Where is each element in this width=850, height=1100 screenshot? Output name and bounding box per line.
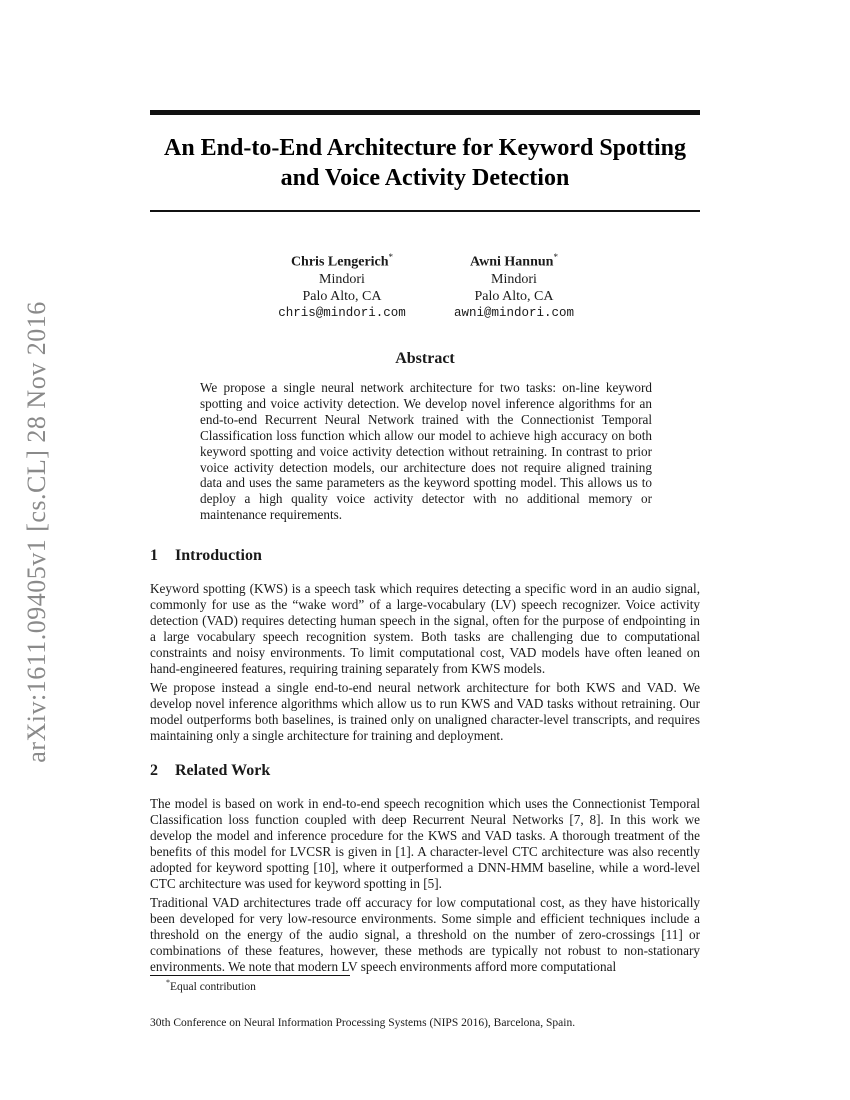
author-name: Awni Hannun*: [470, 252, 558, 270]
section-title: Introduction: [175, 547, 262, 564]
author-location: Palo Alto, CA: [474, 288, 554, 304]
author-email[interactable]: chris@mindori.com: [278, 305, 406, 320]
equal-contribution-mark: *: [553, 252, 558, 262]
abstract-heading: Abstract: [395, 350, 455, 367]
author-block: [414, 249, 614, 322]
footnote: [166, 978, 256, 993]
section-heading-introduction: [150, 547, 262, 565]
equal-contribution-mark: *: [388, 252, 394, 262]
section-title: Related Work: [175, 762, 271, 779]
author-name: Chris Lengerich*: [290, 252, 394, 270]
paper-title: An End-to-End Architecture for Keyword Spotting and Voice Activity Detection: [163, 135, 687, 191]
related-work-paragraph: Traditional VAD architectures trade off accuracy for low computational cost, as they have historically been developed for very low-resource environments. Some simple and efficient techniques include a threshold on the energy of the audio signal, a threshold on the number of zero-crossings [11] or combinations of these features, however, these methods are typically not robust to non-stationary environments. We note that modern LV speech environments afford more computational: [150, 895, 700, 974]
arxiv-identifier-stamp: arXiv:1611.09405v1 [cs.CL] 28 Nov 2016: [22, 301, 51, 763]
title-top-rule: [150, 110, 700, 115]
author-block: [242, 249, 442, 322]
author-affiliation: Mindori: [491, 271, 537, 287]
section-number: 1: [150, 547, 158, 564]
introduction-paragraph: We propose instead a single end-to-end neural network architecture for both KWS and VAD. We develop novel inference algorithms which allow us to run KWS and VAD tasks without retraining. Our model outperforms both baselines, is trained only on unaligned character-level transcripts, and requires maintaining only a single architecture for training and deployment.: [150, 680, 700, 743]
abstract-text: We propose a single neural network architecture for two tasks: on-line keyword spotting and voice activity detection. We develop novel inference algorithms for an end-to-end Recurrent Neural Network trained with the Connectionist Temporal Classification loss function which allow our model to achieve high accuracy on both keyword spotting and voice activity detection without retraining. In contrast to prior voice activity detection models, our architecture does not require aligned training data and uses the same parameters as the keyword spotting model. This allows us to deploy a high quality voice activity detector with no additional memory or maintenance requirements.: [200, 380, 652, 523]
related-work-paragraph: The model is based on work in end-to-end speech recognition which uses the Connectionist Temporal Classification loss function coupled with deep Recurrent Neural Networks [7, 8]. In this work we develop the model and inference procedure for the KWS and VAD tasks. A thorough treatment of the benefits of this model for LVCSR is given in [1]. A character-level CTC architecture was also recently adopted for keyword spotting [10], where it outperformed a DNN-HMM baseline, while a word-level CTC architecture was used for keyword spotting in [5].: [150, 796, 700, 891]
footnote-rule: [150, 975, 350, 976]
footnote-mark: *: [166, 978, 170, 987]
introduction-paragraph: Keyword spotting (KWS) is a speech task which requires detecting a specific word in an audio signal, commonly for use as the “wake word” of a large-vocabulary (LV) speech recognizer. Voice activity detection (VAD) requires detecting human speech in the signal, often for the purpose of endpointing in a large vocabulary speech recognition system. Both tasks are challenging due to computational constraints and noisy environments. To limit computational cost, VAD models have often leaned on hand-engineered features, requiring training separately from KWS models.: [150, 581, 700, 676]
author-location: Palo Alto, CA: [302, 288, 382, 304]
footnote-text: Equal contribution: [170, 980, 256, 993]
author-affiliation: Mindori: [319, 271, 365, 287]
conference-venue: 30th Conference on Neural Information Processing Systems (NIPS 2016), Barcelona, Spain.: [150, 1017, 576, 1029]
title-bottom-rule: [150, 210, 700, 212]
section-heading-related-work: [150, 762, 270, 780]
author-email[interactable]: awni@mindori.com: [453, 305, 575, 320]
section-number: 2: [150, 762, 158, 779]
